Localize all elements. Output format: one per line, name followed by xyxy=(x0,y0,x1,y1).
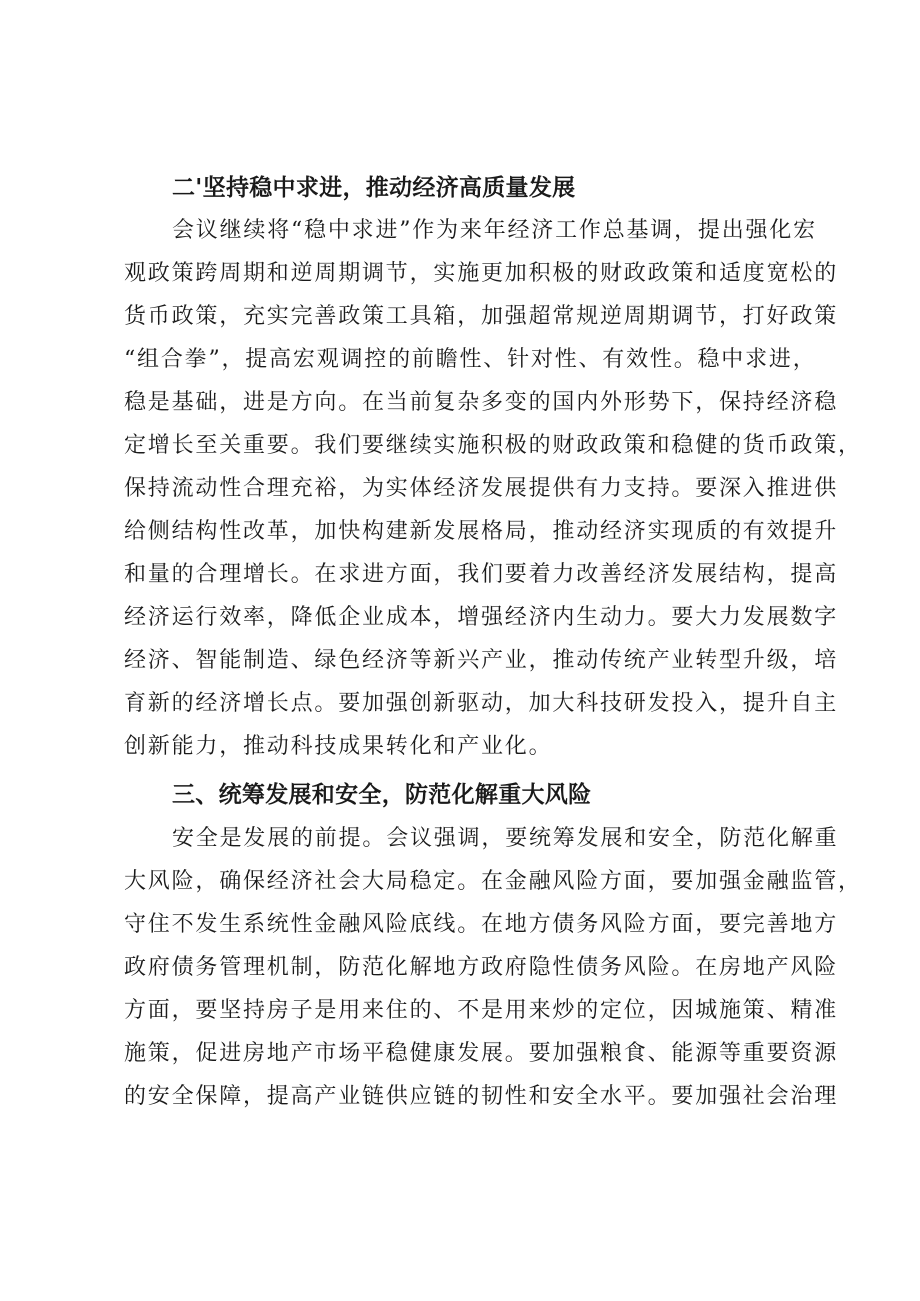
paragraph-line: 保持流动性合理充裕，为实体经济发展提供有力支持。要深入推进供 xyxy=(124,476,839,501)
section-2-heading: 二'坚持稳中求进，推动经济高质量发展 xyxy=(172,175,576,201)
section-3-heading: 三、统筹发展和安全，防范化解重大风险 xyxy=(172,782,592,808)
paragraph-line: 货币政策，充实完善政策工具箱，加强超常规逆周期调节，打好政策 xyxy=(124,304,839,329)
paragraph-line: “组合拳”，提高宏观调控的前瞻性、针对性、有效性。稳中求进， xyxy=(124,347,817,372)
paragraph-line: 的安全保障，提高产业链供应链的韧性和安全水平。要加强社会治理 xyxy=(124,1084,839,1109)
paragraph-line: 观政策跨周期和逆周期调节，实施更加积极的财政政策和适度宽松的 xyxy=(124,261,839,286)
paragraph-line: 定增长至关重要。我们要继续实施积极的财政政策和稳健的货币政策， xyxy=(124,433,862,458)
paragraph-line: 育新的经济增长点。要加强创新驱动，加大科技研发投入，提升自主 xyxy=(124,691,839,716)
paragraph-line: 政府债务管理机制，防范化解地方政府隐性债务风险。在房地产风险 xyxy=(124,955,839,980)
paragraph-line: 创新能力，推动科技成果转化和产业化。 xyxy=(124,734,553,759)
paragraph-line: 守住不发生系统性金融风险底线。在地方债务风险方面，要完善地方 xyxy=(124,912,839,937)
paragraph-line: 安全是发展的前提。会议强调，要统筹发展和安全，防范化解重 xyxy=(172,826,839,851)
paragraph-line: 和量的合理增长。在求进方面，我们要着力改善经济发展结构，提高 xyxy=(124,562,839,587)
paragraph-line: 大风险，确保经济社会大局稳定。在金融风险方面，要加强金融监管， xyxy=(124,869,862,894)
paragraph-line: 给侧结构性改革，加快构建新发展格局，推动经济实现质的有效提升 xyxy=(124,519,839,544)
paragraph-line: 经济运行效率，降低企业成本，增强经济内生动力。要大力发展数字 xyxy=(124,605,839,630)
paragraph-line: 施策，促进房地产市场平稳健康发展。要加强粮食、能源等重要资源 xyxy=(124,1041,839,1066)
paragraph-line: 方面，要坚持房子是用来住的、不是用来炒的定位，因城施策、精准 xyxy=(124,998,839,1023)
paragraph-line: 稳是基础，进是方向。在当前复杂多变的国内外形势下，保持经济稳 xyxy=(124,390,839,415)
paragraph-line: 经济、智能制造、绿色经济等新兴产业，推动传统产业转型升级，培 xyxy=(124,648,839,673)
paragraph-line: 会议继续将“稳中求进”作为来年经济工作总基调，提出强化宏 xyxy=(172,218,817,243)
